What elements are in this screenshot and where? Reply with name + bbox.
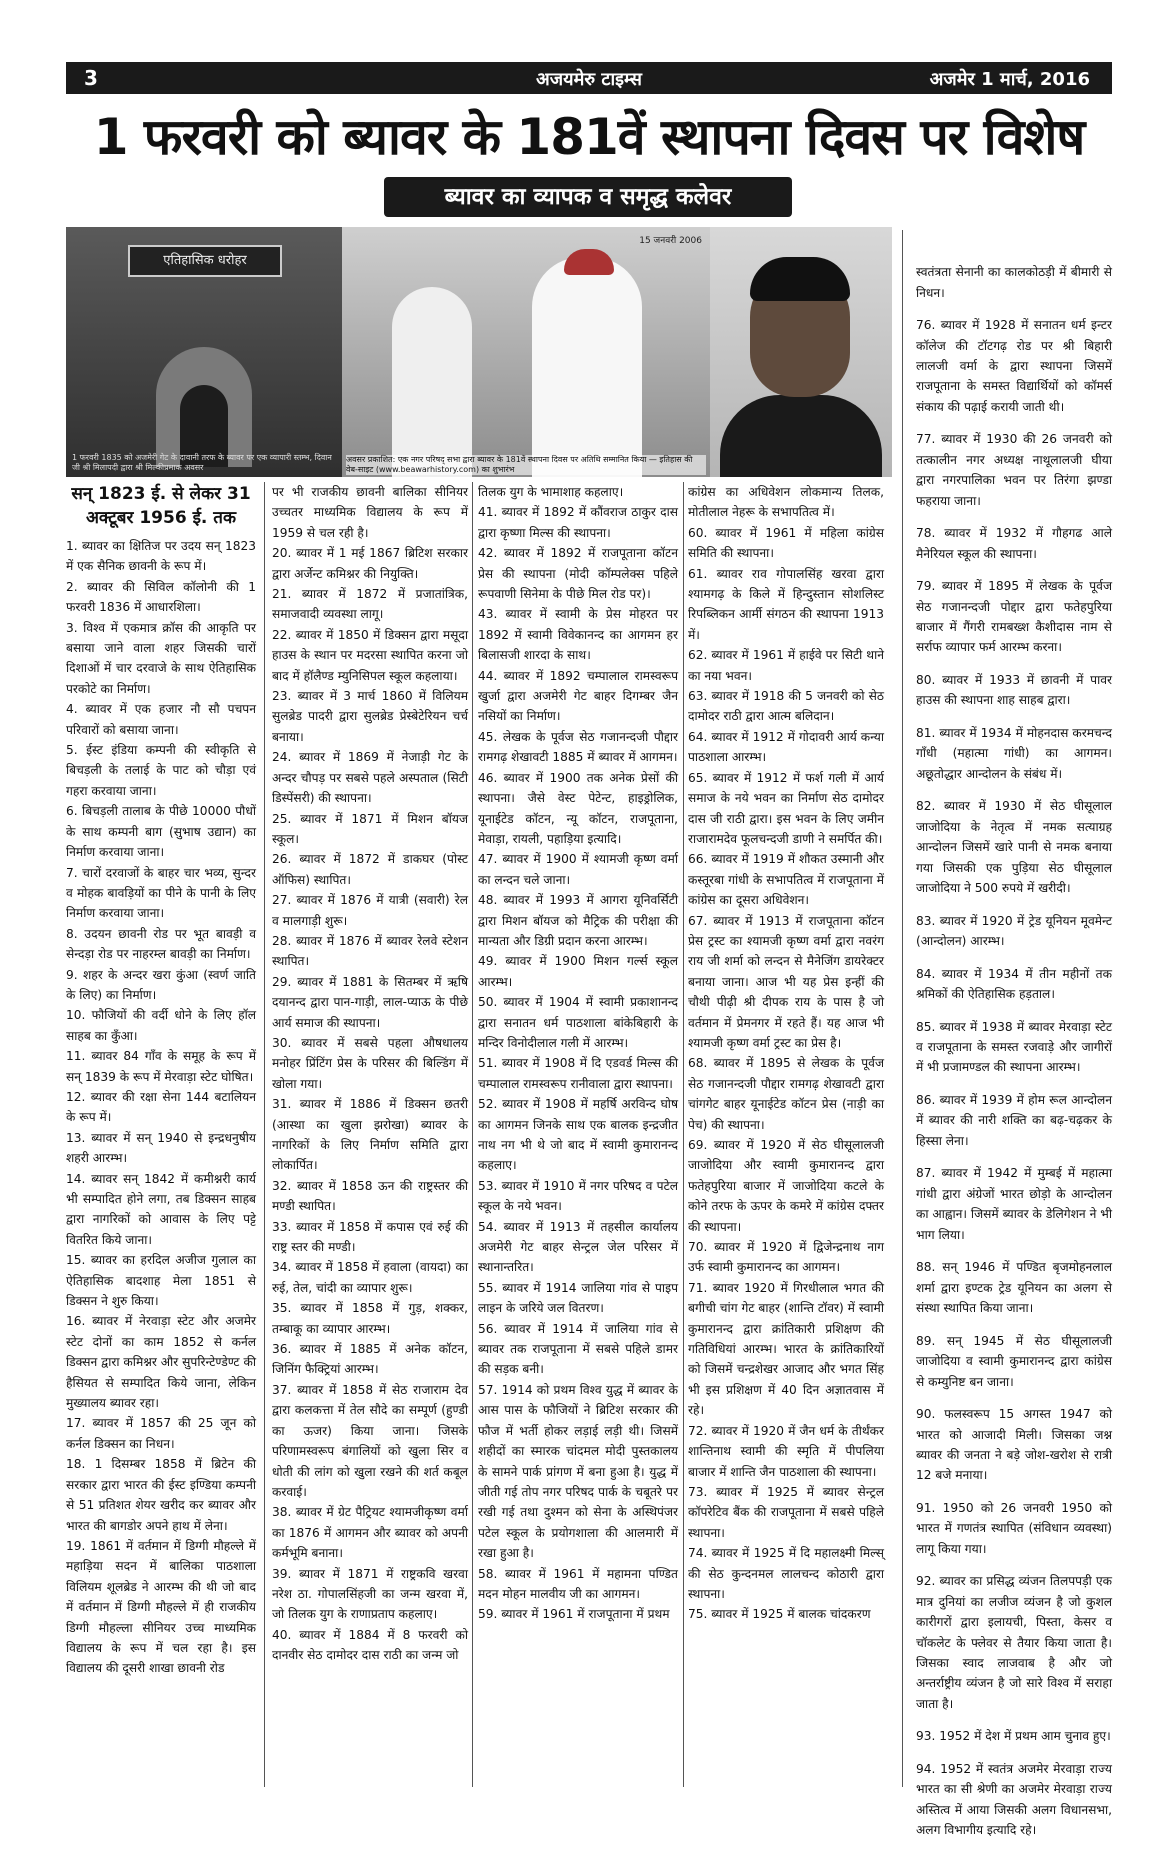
list-item: 65. ब्यावर में 1912 में फर्श गली में आर्य समाज के नये भवन का निर्माण सेठ दामोदर दास जी राठी द्वारा। इस भवन के लिए जमीन राजारामदेव फूलचन्दजी डाणी ने समर्पित की। [688, 770, 884, 846]
list-item: 93. 1952 में देश में प्रथम आम चुनाव हुए। [916, 1729, 1111, 1744]
newspaper-page [66, 62, 1112, 1838]
list-item: 39. ब्यावर में 1871 में राष्ट्रकवि खरवा नरेश ठा. गोपालसिंहजी का जन्म खरवा में, जो तिलक युग के राणाप्रताप कहलाए। [272, 1566, 468, 1622]
portrait-hair [750, 257, 850, 301]
list-item: 26. ब्यावर में 1872 में डाकघर (पोस्ट ऑफिस) स्थापित। [272, 852, 468, 887]
list-item: 1. ब्यावर का क्षितिज पर उदय सन् 1823 में एक सैनिक छावनी के रूप में। [66, 539, 256, 574]
list-item: 40. ब्यावर में 1884 में 8 फरवरी को दानवीर सेठ दामोदर दास राठी का जन्म जो [272, 1627, 468, 1663]
column-4 [688, 482, 884, 1625]
section-heading: सन् 1823 ई. से लेकर 31 अक्टूबर 1956 ई. तक [71, 484, 251, 528]
list-item: 48. ब्यावर में 1993 में आगरा यूनिवर्सिटी द्वारा मिशन बॉयज को मैट्रिक की परीक्षा की मान्यता और डिग्री प्रदान करना आरम्भ। [478, 893, 678, 948]
list-item: 87. ब्यावर में 1942 में मुम्बई में महात्मा गांधी द्वारा अंग्रेजों भारत छोड़ो के आन्दोलन का आह्वान। जिसमें ब्यावर के डेलिगेशन ने भी भाग लिया। [916, 1166, 1112, 1242]
column-3 [478, 482, 678, 1625]
list-item: 34. ब्यावर में 1858 में हवाला (वायदा) का रुई, तेल, चांदी का व्यापार शुरू। [272, 1260, 468, 1295]
list-item: 76. ब्यावर में 1928 में सनातन धर्म इन्टर कॉलेज की टॉटगढ़ रोड पर श्री बिहारी लालजी वर्मा के द्वारा स्थापना जिसमें राजपूताना के समस्त विद्यार्थियों को कॉमर्स संकाय की पढ़ाई करायी जाती थी। [916, 318, 1112, 414]
list-item: 43. ब्यावर में स्वामी के प्रेस मोहरत पर 1892 में स्वामी विवेकानन्द का आगमन हर बिलासजी शारदा के साथ। [478, 607, 678, 663]
photo-felicitation [342, 227, 710, 477]
list-item: 4. ब्यावर में एक हजार नौ सौ पचपन परिवारों को बसाया जाना। [66, 702, 256, 737]
column-divider [683, 482, 684, 1787]
list-item: 33. ब्यावर में 1858 में कपास एवं रुई की राष्ट्र स्तर की मण्डी। [272, 1219, 468, 1255]
list-item: 32. ब्यावर में 1858 ऊन की राष्ट्रस्तर की मण्डी स्थापित। [272, 1178, 468, 1214]
list-item: 57. 1914 को प्रथम विश्व युद्ध में ब्यावर के आस पास के फौजियों ने ब्रिटिश सरकार की फौज में भर्ती होकर लड़ाई लड़ी थी। जिसमें शहीदों का स्मारक चांदमल मोदी पुस्तकालय के सामने पार्क प्रांगण में बना हुआ है। युद्ध में जीती गई तोप नगर परिषद पार्क के चबूतरे पर रखी गई तथा दुश्मन को सेना के अस्थिपंजर पटेल स्कूल के प्रयोगशाला की आलमारी में रखा हुआ है। [478, 1382, 678, 1561]
list-item: 79. ब्यावर में 1895 में लेखक के पूर्वज सेठ गजानन्दजी पोद्दार द्वारा फतेहपुरिया बाजार में गैंगरी रामबख्श कैशीदास नाम से सर्राफ व्यापार फर्म आरम्भ करना। [916, 579, 1112, 655]
list-item: 55. ब्यावर में 1914 जालिया गांव से पाइप लाइन के जरिये जल वितरण। [478, 1280, 678, 1316]
list-item: 47. ब्यावर में 1900 में श्यामजी कृष्ण वर्मा का लन्दन चले जाना। [478, 852, 678, 887]
sub-headline: ब्यावर का व्यापक व समृद्ध कलेवर [384, 177, 792, 217]
list-item: 44. ब्यावर में 1892 चम्पालाल रामस्वरूप खुर्जा द्वारा अजमेरी गेट बाहर दिगम्बर जैन नसियों का निर्माण। [478, 668, 678, 724]
list-item: 6. बिचड़ली तालाब के पीछे 10000 पौधों के साथ कम्पनी बाग (सुभाष उद्यान) का निर्माण करवाया जाना। [66, 804, 256, 860]
list-item: 28. ब्यावर में 1876 में ब्यावर रेलवे स्टेशन स्थापित। [272, 933, 468, 969]
list-item: 56. ब्यावर में 1914 में जालिया गांव से ब्यावर तक राजपूताना में सबसे पहिले डामर की सड़क बनी। [478, 1321, 678, 1377]
list-item: 94. 1952 में स्वतंत्र अजमेर मेरवाड़ा राज्य भारत का सी श्रेणी का अजमेर मेरवाड़ा राज्य अस्तित्व में आया जिसकी अलग विधानसभा, अलग विभागीय इत्यादि रहे। [916, 1761, 1112, 1838]
list-item: 22. ब्यावर में 1850 में डिक्सन द्वारा मसूदा हाउस के स्थान पर मदरसा स्थापित करना जो बाद में हॉलैण्ड म्युनिसिपल स्कूल कहलाया। [272, 627, 468, 683]
list-item: 73. ब्यावर में 1925 में ब्यावर सेन्ट्रल कॉपरेटिव बैंक की राजपूताना में सबसे पहिले स्थापना। [688, 1484, 884, 1540]
list-item: 68. ब्यावर में 1895 से लेखक के पूर्वज सेठ गजानन्दजी पौद्दार रामगढ़ शेखावटी द्वारा चांगगेट बाहर यूनाईटेड कॉटन प्रेस (नाड़ी का पेच) की स्थापना। [688, 1056, 884, 1132]
list-item: 77. ब्यावर में 1930 की 26 जनवरी को तत्कालीन नगर अध्यक्ष नाथूलालजी घीया द्वारा नगरपालिका भवन पर तिरंगा झण्डा फहराया जाना। [916, 432, 1112, 508]
list-item: 31. ब्यावर में 1886 में डिक्सन छतरी (आस्था का खुला झरोखा) ब्यावर के नागरिकों के लिए निर्माण समिति द्वारा लोकार्पित। [272, 1097, 468, 1173]
list-item: 52. ब्यावर में 1908 में महर्षि अरविन्द घोष का आगमन जिनके साथ एक बालक इन्द्रजीत नाथ नग भी थे जो बाद में स्वामी कुमारानन्द कहलाए। [478, 1097, 678, 1173]
list-item: 58. ब्यावर में 1961 में महामना पण्डित मदन मोहन मालवीय जी का आगमन। [478, 1566, 678, 1601]
list-item: 27. ब्यावर में 1876 में यात्री (सवारी) रेल व मालगाड़ी शुरू। [272, 893, 468, 928]
list-item: 91. 1950 को 26 जनवरी 1950 को भारत में गणतंत्र स्थापित (संविधान व्यवस्था) लागू किया गया। [916, 1500, 1112, 1556]
list-item: 72. ब्यावर में 1920 में जैन धर्म के तीर्थंकर शान्तिनाथ स्वामी की स्मृति में पीपलिया बाजार में शान्ति जैन पाठशाला की स्थापना। [688, 1423, 884, 1479]
list-item: 24. ब्यावर में 1869 में नेजाड़ी गेट के अन्दर चौपड़ पर सबसे पहले अस्पताल (सिटी डिस्पेंसरी) की स्थापना। [272, 750, 468, 806]
page-header-bar [66, 62, 1112, 94]
list-item: 9. शहर के अन्दर खरा कुंआ (स्वर्ण जाति के लिए) का निर्माण। [66, 967, 256, 1002]
column-5 [916, 250, 1112, 1853]
list-item: 67. ब्यावर में 1913 में राजपूताना कॉटन प्रेस ट्रस्ट का श्यामजी कृष्ण वर्मा द्वारा नवरंग राय जी शर्मा को लन्दन से मैनेजिंग डायरेक्टर बनाया जाना। आज भी यह प्रेस इन्हीं की चौथी पीढ़ी श्री दीपक राय के पास है जो वर्तमान में प्रेमनगर में रहते हैं। यह आज भी श्यामजी कृष्ण वर्मा ट्रस्ट का प्रेस है। [688, 913, 884, 1050]
list-item: 60. ब्यावर में 1961 में महिला कांग्रेस समिति की स्थापना। [688, 525, 884, 561]
list-item: 84. ब्यावर में 1934 में तीन महीनों तक श्रमिकों की ऐतिहासिक हड़ताल। [916, 966, 1112, 1002]
list-item: 54. ब्यावर में 1913 में तहसील कार्यालय अजमेरी गेट बाहर सेन्ट्रल जेल परिसर में स्थानान्तरित। [478, 1219, 678, 1275]
list-item: 21. ब्यावर में 1872 में प्रजातांत्रिक, समाजवादी व्यवस्था लागू। [272, 587, 468, 622]
list-item: 59. ब्यावर में 1961 में राजपूताना में प्रथम [478, 1607, 670, 1622]
list-item: कांग्रेस का अधिवेशन लोकमान्य तिलक, मोतीलाल नेहरू के सभापतित्व में। [688, 485, 884, 520]
heritage-sign: एतिहासिक धरोहर [128, 245, 282, 277]
page-number: 3 [84, 66, 98, 90]
list-item: तिलक युग के भामाशाह कहलाए। [478, 485, 624, 499]
list-item: 46. ब्यावर में 1900 तक अनेक प्रेसों की स्थापना। जैसे वेस्ट पेटेन्ट, हाइड्रोलिक, यूनाईटेड कॉटन, न्यू कॉटन, राजपूताना, मेवाड़ा, रायली, पहाड़िया इत्यादि। [478, 770, 678, 846]
list-item: 63. ब्यावर में 1918 की 5 जनवरी को सेठ दामोदर राठी द्वारा आत्म बलिदान। [688, 689, 884, 724]
list-item: 29. ब्यावर में 1881 के सितम्बर में ऋषि दयानन्द द्वारा पान-गाड़ी, लाल-प्याऊ के पीछे आर्य समाज की स्थापना। [272, 974, 468, 1030]
issue-date: अजमेर 1 मार्च, 2016 [929, 69, 1090, 90]
masthead: अजयमेरु टाइम्स [536, 69, 642, 90]
list-item: 88. सन् 1946 में पण्डित बृजमोहनलाल शर्मा द्वारा इण्टक ट्रेड यूनियन का अलग से संस्था स्थापित किया जाना। [916, 1260, 1112, 1316]
list-item: 50. ब्यावर में 1904 में स्वामी प्रकाशानन्द द्वारा सनातन धर्म पाठशाला बांकेबिहारी के मन्दिर विनोदीलाल गली में आरम्भ। [478, 995, 678, 1050]
photo-author-portrait [710, 227, 892, 477]
list-item: 66. ब्यावर में 1919 में शौकत उस्मानी और कस्तूरबा गांधी के सभापतित्व में राजपूताना में कांग्रेस का दूसरा अधिवेशन। [688, 852, 884, 908]
list-item: 74. ब्यावर में 1925 में दि महालक्ष्मी मिल्स् की सेठ कुन्दनमल लालचन्द कोठारी द्वारा स्थापना। [688, 1546, 884, 1601]
person-right-figure [532, 257, 642, 477]
list-item: 20. ब्यावर में 1 मई 1867 ब्रिटिश सरकार द्वारा अर्जेन्ट कमिश्नर की नियुक्ति। [272, 546, 468, 581]
main-headline: 1 फरवरी को ब्यावर के 181वें स्थापना दिवस पर विशेष [93, 108, 1085, 166]
list-item: 5. ईस्ट इंडिया कम्पनी की स्वीकृति से बिचड़ली के तलाई के पाट को चौड़ा एवं गहरा करवाया जाना। [66, 743, 256, 798]
column-1 [66, 482, 256, 1679]
list-item: 80. ब्यावर में 1933 में छावनी में पावर हाउस की स्थापना शाह साहब द्वारा। [916, 673, 1112, 708]
column-divider [264, 482, 265, 1787]
list-item: 23. ब्यावर में 3 मार्च 1860 में विलियम सुलब्रेड पादरी द्वारा सुलब्रेड प्रेस्बेटेरियन चर्च बनाया। [272, 689, 468, 744]
list-item: 19. 1861 में वर्तमान में डिग्गी मौहल्ले में महाड़िया सदन में बालिका पाठशाला विलियम शूलब्रेड ने आरम्भ की थी जो बाद में वर्तमान में डिग्गी मौहल्ले में ही राजकीय डिग्गी मौहल्ला सीनियर उच्च माध्यमिक विद्यालय के रूप में चल रहा है। इस विद्यालय की दूसरी शाखा छावनी रोड [66, 1538, 256, 1676]
list-item: 36. ब्यावर में 1885 में अनेक कॉटन, जिनिंग फैक्ट्रियां आरम्भ। [272, 1342, 468, 1377]
list-item: 85. ब्यावर में 1938 में ब्यावर मेरवाड़ा स्टेट व राजपूताना के समस्त रजवाड़े और जागीरों में भी प्रजामण्डल की स्थापना आरम्भ। [916, 1019, 1112, 1075]
list-item: 42. ब्यावर में 1892 में राजपूताना कॉटन प्रेस की स्थापना (मोदी कॉम्पलेक्स पहिले रूपवाणी सिनेमा के पीछे मिल रोड पर)। [478, 546, 678, 602]
list-item: 86. ब्यावर में 1939 में होम रूल आन्दोलन में ब्यावर की नारी शक्ति का बढ़-चढ़कर के हिस्सा लेना। [916, 1093, 1112, 1148]
list-item: 82. ब्यावर में 1930 में सेठ घीसूलाल जाजोदिया के नेतृत्व में नमक सत्याग्रह आन्दोलन जिसमें खारे पानी से नमक बनाया गया जिसकी एक पुड़िया सेठ घीसूलाल जाजोदिया ने 500 रुपये में खरीदी। [916, 799, 1112, 896]
list-item: 2. ब्यावर की सिविल कॉलोनी की 1 फरवरी 1836 में आधारशिला। [66, 579, 256, 615]
column-2 [272, 482, 468, 1666]
list-item: 7. चारों दरवाजों के बाहर चार भव्य, सुन्दर व मोहक बावड़ियों का पीने के पानी के लिए निर्माण करवाया जाना। [66, 865, 256, 921]
list-item: 81. ब्यावर में 1934 में मोहनदास करमचन्द गाँधी (महात्मा गांधी) का आगमन। अछूतोद्धार आन्दोलन के संबंध में। [916, 726, 1112, 781]
list-item: 30. ब्यावर में सबसे पहला औषधालय मनोहर प्रिंटिंग प्रेस के परिसर की बिल्डिंग में खोला गया। [272, 1035, 468, 1091]
list-item: 12. ब्यावर की रक्षा सेना 144 बटालियन के रूप में। [66, 1089, 256, 1125]
turban-shape [564, 249, 614, 275]
person-left-figure [392, 287, 472, 477]
list-item: 83. ब्यावर में 1920 में ट्रेड यूनियन मूवमेन्ट (आन्दोलन) आरम्भ। [916, 913, 1112, 949]
list-item: 41. ब्यावर में 1892 में कौंवराज ठाकुर दास द्वारा कृष्णा मिल्स की स्थापना। [478, 505, 678, 540]
list-item: 38. ब्यावर में ग्रेट पैट्रियट श्यामजीकृष्ण वर्मा का 1876 में आगमन और ब्यावर को अपनी कर्मभूमि बनाना। [272, 1505, 468, 1561]
list-item: 10. फौजियों की वर्दी धोने के लिए हॉल साहब का कुँआ। [66, 1008, 256, 1043]
portrait-body [720, 395, 882, 477]
list-item: 25. ब्यावर में 1871 में मिशन बॉयज स्कूल। [272, 811, 468, 846]
list-item: 11. ब्यावर 84 गाँव के समूह के रूप में सन् 1839 के रूप में मेरवाड़ा स्टेट घोषित। [66, 1049, 256, 1084]
list-item: 89. सन् 1945 में सेठ घीसूलालजी जाजोदिया व स्वामी कुमारानन्द द्वारा कांग्रेस से कम्युनिष्ट बन जाना। [916, 1333, 1112, 1389]
photo2-date: 15 जनवरी 2006 [639, 236, 702, 246]
list-item: 51. ब्यावर में 1908 में दि एडवर्ड मिल्स की चम्पालाल रामस्वरूप रानीवाला द्वारा स्थापना। [478, 1056, 678, 1091]
list-item: 61. ब्यावर राव गोपालसिंह खरवा द्वारा श्यामगढ़ के किले में हिन्दुस्तान सोशलिस्ट रिपब्लिकन आर्मी संगठन की स्थापना 1913 में। [688, 566, 884, 642]
list-item: 8. उदयन छावनी रोड पर भूत बावड़ी व सेन्दड़ा रोड पर नाहरम्ल बावड़ी का निर्माण। [66, 926, 256, 962]
photo2-caption: अवसर प्रकाशित: एक नगर परिषद् सभा द्वारा ब्यावर के 181वें स्थापना दिवस पर अतिथि सम्मानित किया — इतिहास की वेब-साइट (www.beawarhistory.com) का शुभारंभ [346, 455, 706, 475]
list-item: 3. विश्व में एकमात्र क्रॉस की आकृति पर बसाया जाने वाला शहर जिसकी चारों दिशाओं में चार दरवाजे के साथ ऐतिहासिक परकोटे का निर्माण। [66, 620, 256, 696]
list-item: 37. ब्यावर में 1858 में सेठ राजाराम देव द्वारा कलकत्ता में तेल सौदे का सम्पूर्ण (हुण्डी का ऊजर) किया जाना। जिसके परिणामस्वरूप बंगालियों को खुला सिर व धोती की लांग को खुला रखने की शर्त कबूल करवाई। [272, 1382, 468, 1499]
list-item: पर भी राजकीय छावनी बालिका सीनियर उच्चतर माध्यमिक विद्यालय के रूप में 1959 से चल रही है। [272, 485, 468, 540]
list-item: 17. ब्यावर में 1857 की 25 जून को कर्नल डिक्सन का निधन। [66, 1416, 256, 1451]
list-item: 90. फलस्वरूप 15 अगस्त 1947 को भारत को आजादी मिली। जिसका जश्न ब्यावर की जनता ने बड़े जोश-खरोश से रात्री 12 बजे मनाया। [916, 1407, 1112, 1483]
list-item: 49. ब्यावर में 1900 मिशन गर्ल्स स्कूल आरम्भ। [478, 954, 678, 989]
list-item: 78. ब्यावर में 1932 में गौहगढ आले मैनेरियल स्कूल की स्थापना। [916, 526, 1112, 561]
photo-heritage-gate [66, 227, 342, 477]
photo-strip [66, 227, 892, 477]
list-item: 92. ब्यावर का प्रसिद्ध व्यंजन तिलपपड़ी एक मात्र दुनियां का लजीज व्यंजन है जो कुशल कारीगरों द्वारा इलायची, पिस्ता, केसर व चॉकलेट के फ्लेवर से तैयार किया जाता है। जिसका स्वाद लाजवाब है और जो अन्तर्राष्ट्रीय व्यंजन है जो सारे विश्व में सराहा जाता है। [916, 1574, 1112, 1711]
list-item: 75. ब्यावर में 1925 में बालक चांदकरण [688, 1607, 871, 1622]
list-item: 35. ब्यावर में 1858 में गुड़, शक्कर, तम्बाकू का व्यापार आरम्भ। [272, 1301, 468, 1336]
list-item: 16. ब्यावर में नेरवाड़ा स्टेट और अजमेर स्टेट दोनों का काम 1852 से कर्नल डिक्सन द्वारा कमिश्नर और सुपरिन्टेण्डेण्ट की हैसियत से सम्पादित किये जाना, लेकिन मुख्यालय ब्यावर रहा। [66, 1314, 256, 1411]
list-item: 64. ब्यावर में 1912 में गोदावरी आर्य कन्या पाठशाला आरम्भ। [688, 729, 884, 765]
list-item: 18. 1 दिसम्बर 1858 में ब्रिटेन की सरकार द्वारा भारत की ईस्ट इण्डिया कम्पनी से 51 प्रतिशत शेयर खरीद कर ब्यावर और भारत की बागडोर अपने हाथ में लेना। [66, 1457, 256, 1533]
list-item: 53. ब्यावर में 1910 में नगर परिषद व पटेल स्कूल के नये भवन। [478, 1178, 678, 1214]
list-item: स्वतंत्रता सेनानी का कालकोठड़ी में बीमारी से निधन। [916, 265, 1112, 300]
list-item: 71. ब्यावर 1920 में गिरधीलाल भगत की बगीची चांग गेट बाहर (शान्ति टॉवर) में स्वामी कुमारानन्द द्वारा क्रांतिकारी प्रशिक्षण की गतिविधियां आरम्भ। भारत के क्रांतिकारियों को जिसमें चन्द्रशेखर आजाद और भगत सिंह भी इस प्रशिक्षण में 40 दिन अज्ञातवास में रहे। [688, 1280, 884, 1418]
list-item: 69. ब्यावर में 1920 में सेठ घीसूलालजी जाजोदिया और स्वामी कुमारानन्द द्वारा फतेहपुरिया बाजार में जाजोदिया कटले के कोने तरफ के ऊपर के कमरे में कांग्रेस दफ्तर की स्थापना। [688, 1138, 884, 1234]
list-item: 45. लेखक के पूर्वज सेठ गजानन्दजी पौद्दार रामगढ़ शेखावटी 1885 में ब्यावर में आगमन। [478, 729, 678, 765]
column-1-items [66, 536, 256, 1679]
list-item: 62. ब्यावर में 1961 में हाईवे पर सिटी थाने का नया भवन। [688, 648, 884, 683]
column-divider [472, 482, 473, 1787]
column-divider [902, 230, 903, 1787]
list-item: 15. ब्यावर का हरदिल अजीज गुलाल का ऐतिहासिक बादशाह मेला 1851 से डिक्सन ने शुरु किया। [66, 1253, 256, 1309]
list-item: 14. ब्यावर सन् 1842 में कमीश्नरी कार्य भी सम्पादित होने लगा, तब डिक्सन साहब द्वारा नागरिकों को आवास के लिए पट्टे वितरित किये जाना। [66, 1171, 256, 1247]
list-item: 13. ब्यावर में सन् 1940 से इन्द्रधनुषीय शहरी आरम्भ। [66, 1130, 256, 1166]
photo1-caption: 1 फरवरी 1835 को अजमेरी गेट के दावानी तरफ के ब्यावर पर एक व्यापारी स्तम्भ, दिवान जी श्री मिलापदी द्वारा श्री मिल्कीप्रमाक अवसर [72, 453, 332, 472]
list-item: 70. ब्यावर में 1920 में द्विजेन्द्रनाथ नाग उर्फ स्वामी कुमारानन्द का आगमन। [688, 1240, 884, 1275]
